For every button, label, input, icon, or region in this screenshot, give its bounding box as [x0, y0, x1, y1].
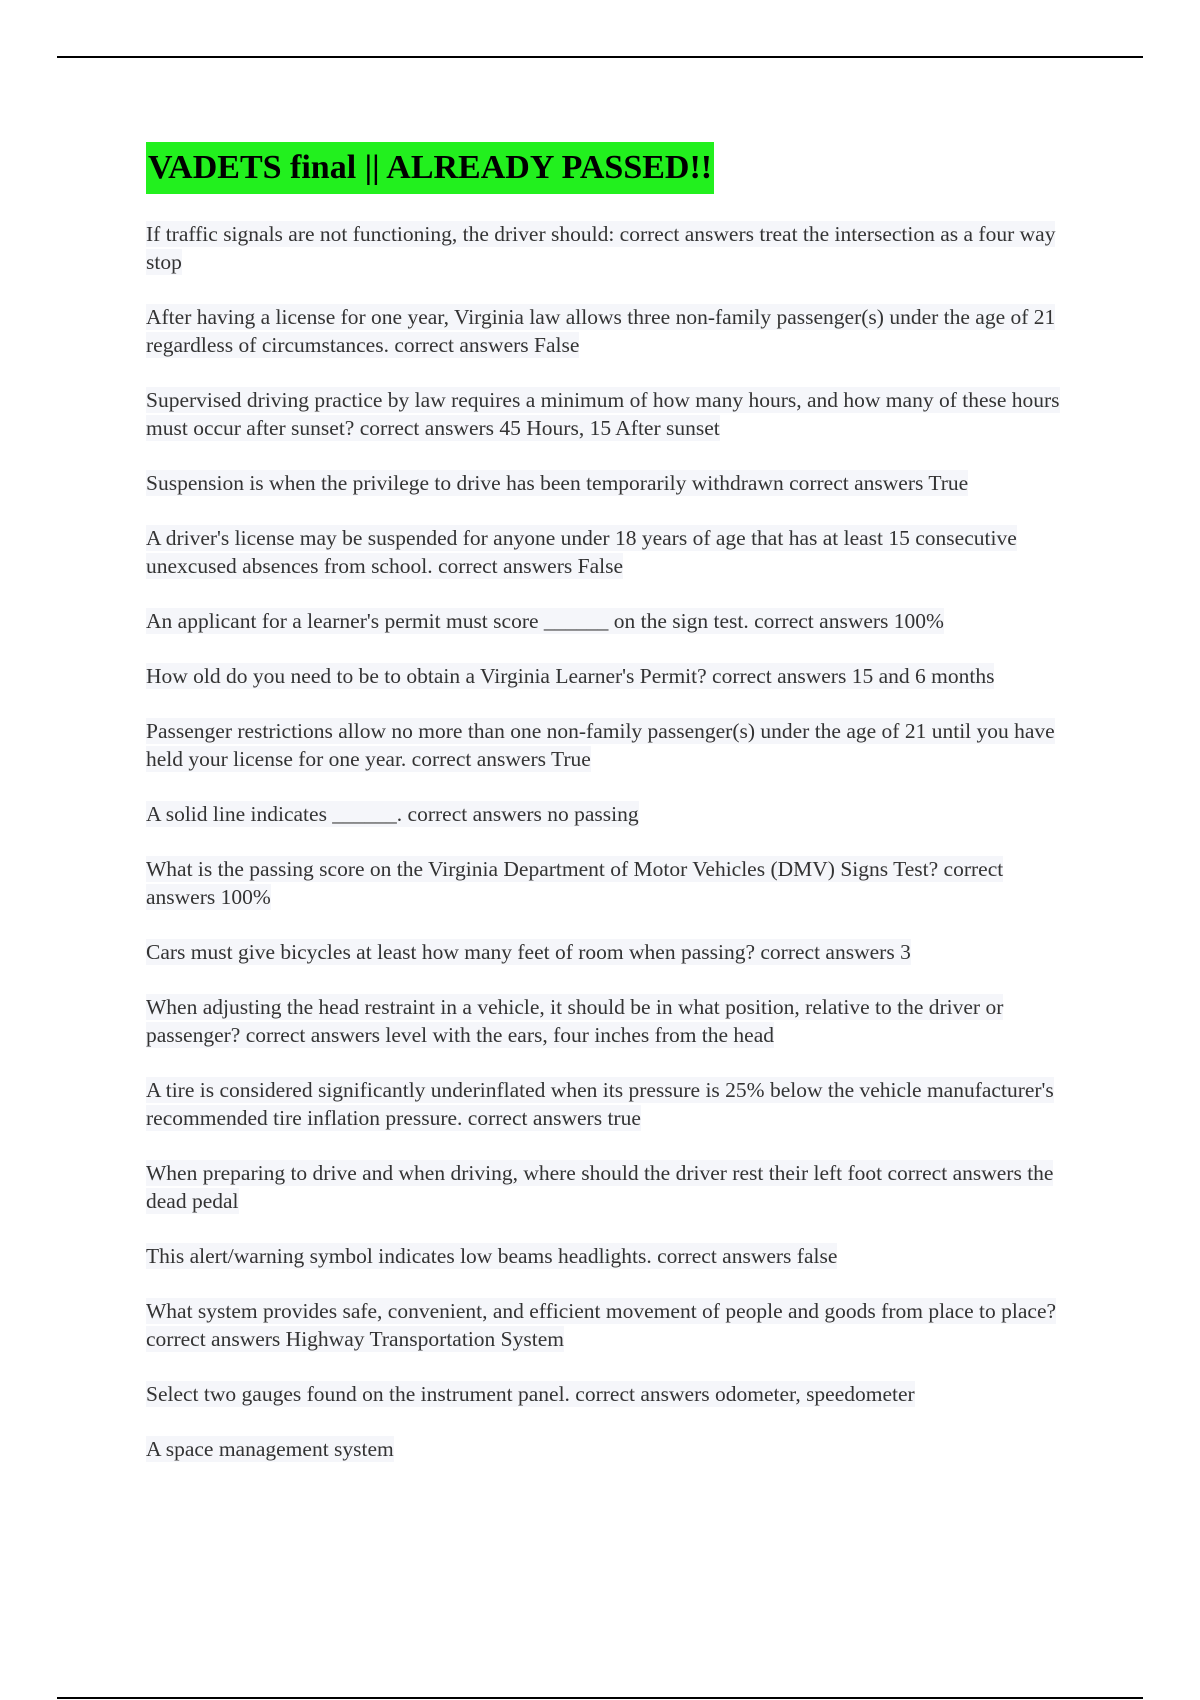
qa-item: [146, 607, 944, 635]
qa-item: [146, 662, 994, 690]
qa-item-text: What is the passing score on the Virginia Department of Motor Vehicles (DMV) Signs Test? correct answers 100%: [146, 857, 1004, 909]
qa-item: [146, 1297, 1066, 1353]
qa-item: [146, 938, 911, 966]
qa-item-text: Cars must give bicycles at least how many feet of room when passing? correct answers 3: [146, 940, 911, 964]
footer-rule: [57, 1697, 1143, 1699]
qa-item-text: An applicant for a learner's permit must score ______ on the sign test. correct answers 100%: [146, 609, 944, 633]
qa-item-text: Passenger restrictions allow no more than one non-family passenger(s) under the age of 21 until you have held your license for one year. correct answers True: [146, 719, 1055, 771]
qa-item: [146, 993, 1066, 1049]
qa-item: [146, 855, 1066, 911]
qa-item-text: When preparing to drive and when driving, where should the driver rest their left foot correct answers the dead pedal: [146, 1161, 1054, 1213]
qa-item-text: This alert/warning symbol indicates low beams headlights. correct answers false: [146, 1244, 838, 1268]
qa-item: [146, 1159, 1066, 1215]
qa-item: [146, 303, 1066, 359]
qa-item-text: Supervised driving practice by law requires a minimum of how many hours, and how many of these hours must occur after sunset? correct answers 45 Hours, 15 After sunset: [146, 388, 1060, 440]
qa-item-text: How old do you need to be to obtain a Virginia Learner's Permit? correct answers 15 and 6 months: [146, 664, 995, 688]
qa-item: [146, 717, 1066, 773]
qa-item: [146, 469, 968, 497]
qa-item: [146, 524, 1066, 580]
qa-item: [146, 1076, 1066, 1132]
qa-item-text: What system provides safe, convenient, and efficient movement of people and goods from place to place? correct answers Highway Transportation System: [146, 1299, 1057, 1351]
qa-item: [146, 386, 1066, 442]
qa-item-text: Suspension is when the privilege to drive has been temporarily withdrawn correct answers True: [146, 471, 969, 495]
qa-item: [146, 1242, 837, 1270]
qa-item: [146, 1435, 394, 1463]
qa-item: [146, 1380, 915, 1408]
qa-item-text: A driver's license may be suspended for anyone under 18 years of age that has at least 15 consecutive unexcused absences from school. correct answers False: [146, 526, 1017, 578]
qa-item-text: A tire is considered significantly underinflated when its pressure is 25% below the vehicle manufacturer's recommended tire inflation pressure. correct answers true: [146, 1078, 1054, 1130]
qa-item-text: When adjusting the head restraint in a vehicle, it should be in what position, relative to the driver or passenger? correct answers level with the ears, four inches from the head: [146, 995, 1004, 1047]
qa-item-text: After having a license for one year, Virginia law allows three non-family passenger(s) under the age of 21 regardless of circumstances. correct answers False: [146, 305, 1056, 357]
qa-item-text: Select two gauges found on the instrument panel. correct answers odometer, speedometer: [146, 1382, 915, 1406]
qa-item-text: If traffic signals are not functioning, the driver should: correct answers treat the intersection as a four way stop: [146, 222, 1056, 274]
document-body: [146, 142, 1066, 1490]
header-rule: [57, 56, 1143, 58]
qa-item: [146, 220, 1066, 276]
qa-item: [146, 800, 639, 828]
qa-item-text: A solid line indicates ______. correct answers no passing: [146, 802, 639, 826]
qa-list: [146, 220, 1066, 1463]
document-title: VADETS final || ALREADY PASSED!!: [146, 142, 714, 194]
qa-item-text: A space management system: [146, 1437, 394, 1461]
